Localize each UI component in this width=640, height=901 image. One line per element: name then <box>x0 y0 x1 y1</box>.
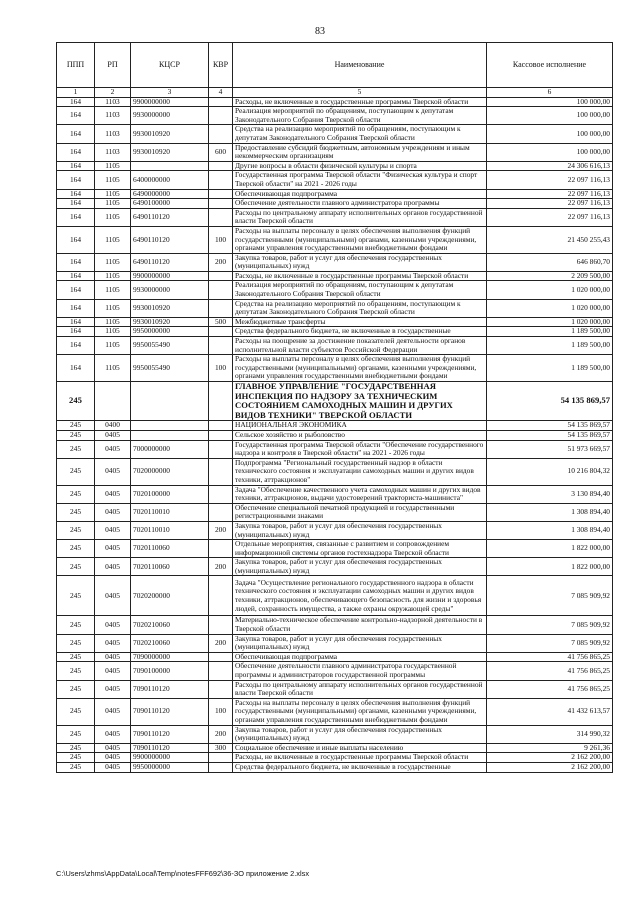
cell-rp: 0405 <box>95 662 131 680</box>
cell-kcsr: 7020110010 <box>131 521 209 539</box>
cell-ppp: 164 <box>57 199 95 209</box>
table-row <box>57 327 613 337</box>
header-name: Наименование <box>233 43 487 88</box>
cell-kvr <box>209 421 233 431</box>
table-row <box>57 698 613 725</box>
cell-sum: 3 130 894,40 <box>487 485 613 503</box>
table-row <box>57 762 613 772</box>
table-row <box>57 753 613 763</box>
table-row <box>57 208 613 226</box>
cell-ppp: 164 <box>57 171 95 189</box>
cell-ppp: 245 <box>57 430 95 440</box>
cell-kcsr: 6400000000 <box>131 171 209 189</box>
header-sum: Кассовое исполнение <box>487 43 613 88</box>
table-row <box>57 199 613 209</box>
cell-name: Расходы, не включенные в государственные программы Тверской области <box>233 97 487 107</box>
cell-sum: 100 000,00 <box>487 125 613 143</box>
cell-kvr <box>209 208 233 226</box>
cell-rp: 1105 <box>95 299 131 317</box>
cell-kcsr: 6490000000 <box>131 189 209 199</box>
cell-kcsr: 9950000000 <box>131 327 209 337</box>
cell-ppp: 245 <box>57 743 95 753</box>
cell-sum: 646 860,70 <box>487 253 613 271</box>
cell-name: Государственная программа Тверской области "Обеспечение государственного надзора и контроля в Тверской области" на 2021 - 2026 годы <box>233 440 487 458</box>
cell-kvr <box>209 440 233 458</box>
header-kvr: КВР <box>209 43 233 88</box>
cell-sum: 100 000,00 <box>487 97 613 107</box>
cell-sum: 100 000,00 <box>487 143 613 161</box>
cell-ppp: 245 <box>57 421 95 431</box>
cell-rp: 1103 <box>95 107 131 125</box>
cell-ppp: 164 <box>57 337 95 355</box>
cell-kcsr: 6490110120 <box>131 226 209 253</box>
cell-name: Материально-техническое обеспечение контрольно-надзорной деятельности в Тверской области <box>233 616 487 634</box>
cell-ppp: 164 <box>57 299 95 317</box>
cell-kvr <box>209 382 233 421</box>
cell-kvr <box>209 576 233 616</box>
cell-rp: 0405 <box>95 440 131 458</box>
cell-rp: 1103 <box>95 143 131 161</box>
cell-kvr: 300 <box>209 743 233 753</box>
cell-kcsr: 7090110120 <box>131 743 209 753</box>
cell-rp: 0405 <box>95 680 131 698</box>
cell-kvr <box>209 540 233 558</box>
colnum-5: 5 <box>233 88 487 98</box>
cell-sum: 1 189 500,00 <box>487 355 613 382</box>
cell-ppp: 245 <box>57 753 95 763</box>
cell-kcsr: 9930000000 <box>131 107 209 125</box>
cell-kcsr: 9930000000 <box>131 281 209 299</box>
cell-ppp: 245 <box>57 725 95 743</box>
page-number: 83 <box>315 26 325 37</box>
cell-kvr: 100 <box>209 355 233 382</box>
cell-sum: 100 000,00 <box>487 107 613 125</box>
cell-name: Сельское хозяйство и рыболовство <box>233 430 487 440</box>
cell-name: Задача "Обеспечение качественного учета самоходных машин и других видов техники, аттракционов, выдачи удостоверений тракториста-машиниста" <box>233 485 487 503</box>
cell-kvr <box>209 753 233 763</box>
table-row <box>57 125 613 143</box>
table-row <box>57 253 613 271</box>
cell-kcsr: 7090110120 <box>131 698 209 725</box>
table-body <box>57 97 613 772</box>
header-ppp: ППП <box>57 43 95 88</box>
cell-ppp: 245 <box>57 634 95 652</box>
cell-kvr: 100 <box>209 226 233 253</box>
cell-rp: 1105 <box>95 271 131 281</box>
cell-kvr <box>209 652 233 662</box>
cell-kcsr: 6490100000 <box>131 199 209 209</box>
cell-ppp: 245 <box>57 662 95 680</box>
cell-kcsr: 7020210060 <box>131 616 209 634</box>
cell-kvr <box>209 125 233 143</box>
cell-ppp: 164 <box>57 125 95 143</box>
column-number-row <box>57 88 613 98</box>
cell-kvr <box>209 680 233 698</box>
cell-kcsr <box>131 430 209 440</box>
colnum-6: 6 <box>487 88 613 98</box>
cell-kvr <box>209 503 233 521</box>
table-row <box>57 189 613 199</box>
cell-ppp: 164 <box>57 107 95 125</box>
table-row <box>57 161 613 171</box>
cell-kvr: 200 <box>209 725 233 743</box>
cell-sum: 1 020 000,00 <box>487 281 613 299</box>
cell-name: Подпрограмма "Региональный государственный надзор в области технического состояния и эксплуатации самоходных машин и других видов техники, аттракционов" <box>233 458 487 485</box>
cell-ppp: 164 <box>57 271 95 281</box>
header-kcsr: КЦСР <box>131 43 209 88</box>
cell-rp: 0400 <box>95 421 131 431</box>
cell-sum: 2 162 200,00 <box>487 762 613 772</box>
cell-kvr: 200 <box>209 634 233 652</box>
cell-rp: 0405 <box>95 634 131 652</box>
cell-sum: 1 189 500,00 <box>487 327 613 337</box>
cell-ppp: 245 <box>57 652 95 662</box>
cell-sum: 1 020 000,00 <box>487 299 613 317</box>
cell-rp: 0405 <box>95 652 131 662</box>
cell-ppp: 245 <box>57 382 95 421</box>
cell-ppp: 245 <box>57 540 95 558</box>
cell-rp: 0405 <box>95 698 131 725</box>
table-row <box>57 107 613 125</box>
cell-kvr <box>209 171 233 189</box>
cell-kvr <box>209 485 233 503</box>
cell-rp: 1103 <box>95 125 131 143</box>
cell-ppp: 164 <box>57 97 95 107</box>
cell-ppp: 164 <box>57 317 95 327</box>
cell-sum: 22 097 116,13 <box>487 189 613 199</box>
cell-rp: 0405 <box>95 576 131 616</box>
cell-kcsr: 7020000000 <box>131 458 209 485</box>
cell-kvr <box>209 616 233 634</box>
cell-rp: 1103 <box>95 97 131 107</box>
cell-ppp: 245 <box>57 698 95 725</box>
cell-sum: 9 261,36 <box>487 743 613 753</box>
cell-kcsr: 7020200000 <box>131 576 209 616</box>
cell-kcsr: 7020210060 <box>131 634 209 652</box>
cell-kvr <box>209 271 233 281</box>
header-row <box>57 43 613 88</box>
cell-kvr: 200 <box>209 521 233 539</box>
cell-ppp: 164 <box>57 226 95 253</box>
cell-kcsr <box>131 161 209 171</box>
cell-sum: 22 097 116,13 <box>487 208 613 226</box>
table-row <box>57 458 613 485</box>
cell-rp: 0405 <box>95 753 131 763</box>
cell-kvr <box>209 762 233 772</box>
cell-kvr <box>209 337 233 355</box>
cell-ppp: 245 <box>57 616 95 634</box>
cell-kcsr: 7090110120 <box>131 680 209 698</box>
cell-rp: 1105 <box>95 281 131 299</box>
cell-rp: 1105 <box>95 161 131 171</box>
cell-sum: 7 085 909,92 <box>487 634 613 652</box>
cell-name: Обеспечивающая подпрограмма <box>233 189 487 199</box>
cell-kvr: 100 <box>209 698 233 725</box>
cell-rp: 1105 <box>95 253 131 271</box>
cell-rp: 0405 <box>95 503 131 521</box>
table-row <box>57 652 613 662</box>
table-row <box>57 299 613 317</box>
cell-kcsr: 6490110120 <box>131 253 209 271</box>
cell-sum: 54 135 869,57 <box>487 421 613 431</box>
table-row <box>57 540 613 558</box>
cell-kvr: 500 <box>209 317 233 327</box>
cell-sum: 2 162 200,00 <box>487 753 613 763</box>
cell-kvr <box>209 281 233 299</box>
cell-kcsr: 7090100000 <box>131 662 209 680</box>
table-row <box>57 725 613 743</box>
cell-rp: 0405 <box>95 725 131 743</box>
cell-kvr: 200 <box>209 253 233 271</box>
cell-kvr <box>209 662 233 680</box>
cell-ppp: 164 <box>57 161 95 171</box>
cell-name: Расходы, не включенные в государственные программы Тверской области <box>233 271 487 281</box>
cell-name: Закупка товаров, работ и услуг для обеспечения государственных (муниципальных) нужд <box>233 634 487 652</box>
cell-name: Расходы на поощрение за достижение показателей деятельности органов исполнительной власти субъектов Российской Федерации <box>233 337 487 355</box>
cell-rp: 1105 <box>95 208 131 226</box>
table-row <box>57 430 613 440</box>
cell-sum: 314 990,32 <box>487 725 613 743</box>
cell-sum: 21 450 255,43 <box>487 226 613 253</box>
table-row <box>57 226 613 253</box>
cell-kcsr: 9950055490 <box>131 355 209 382</box>
table-row <box>57 680 613 698</box>
cell-name: Расходы по центральному аппарату исполнительных органов государственной власти Тверской области <box>233 208 487 226</box>
cell-rp: 1105 <box>95 189 131 199</box>
cell-kcsr: 7020100000 <box>131 485 209 503</box>
cell-rp: 1105 <box>95 171 131 189</box>
cell-kvr: 200 <box>209 558 233 576</box>
cell-kcsr: 7020110060 <box>131 540 209 558</box>
cell-rp: 0405 <box>95 485 131 503</box>
cell-kcsr: 9930010920 <box>131 317 209 327</box>
colnum-2: 2 <box>95 88 131 98</box>
cell-name: Другие вопросы в области физической культуры и спорта <box>233 161 487 171</box>
cell-sum: 2 209 500,00 <box>487 271 613 281</box>
cell-sum: 41 756 865,25 <box>487 652 613 662</box>
cell-name: Средства на реализацию мероприятий по обращениям, поступающим к депутатам Законодательного Собрания Тверской области <box>233 299 487 317</box>
cell-sum: 1 822 000,00 <box>487 558 613 576</box>
cell-rp: 1105 <box>95 355 131 382</box>
cell-sum: 54 135 869,57 <box>487 430 613 440</box>
colnum-4: 4 <box>209 88 233 98</box>
cell-name: Расходы на выплаты персоналу в целях обеспечения выполнения функций государственными (муниципальными) органами, казенными учреждениями, органами управления государственными внебюджетными фондами <box>233 355 487 382</box>
cell-kcsr: 7000000000 <box>131 440 209 458</box>
table-row <box>57 521 613 539</box>
cell-kcsr <box>131 421 209 431</box>
cell-kvr <box>209 430 233 440</box>
cell-name: Закупка товаров, работ и услуг для обеспечения государственных (муниципальных) нужд <box>233 725 487 743</box>
table-row <box>57 440 613 458</box>
cell-name: Задача "Осуществление регионального государственного надзора в области технического состояния и эксплуатации самоходных машин и других видов техники, аттракционов, обеспечивающего безопасность для жизни и здоровья людей, сохранность имущества, а также охраны окружающей среды" <box>233 576 487 616</box>
cell-kcsr: 7090110120 <box>131 725 209 743</box>
cell-name: Расходы на выплаты персоналу в целях обеспечения выполнения функций государственными (муниципальными) органами, казенными учреждениями, органами управления государственными внебюджетными фондами <box>233 698 487 725</box>
cell-name: Расходы на выплаты персоналу в целях обеспечения выполнения функций государственными (муниципальными) органами, казенными учреждениями, органами управления государственными внебюджетными фондами <box>233 226 487 253</box>
table-row <box>57 271 613 281</box>
cell-ppp: 164 <box>57 281 95 299</box>
cell-kvr <box>209 189 233 199</box>
table-row <box>57 143 613 161</box>
cell-ppp: 164 <box>57 208 95 226</box>
cell-kcsr: 7090000000 <box>131 652 209 662</box>
cell-name: Закупка товаров, работ и услуг для обеспечения государственных (муниципальных) нужд <box>233 558 487 576</box>
cell-sum: 7 085 909,92 <box>487 616 613 634</box>
cell-sum: 10 216 804,32 <box>487 458 613 485</box>
cell-rp: 0405 <box>95 762 131 772</box>
cell-name: Межбюджетные трансферты <box>233 317 487 327</box>
table-row <box>57 503 613 521</box>
cell-ppp: 245 <box>57 762 95 772</box>
budget-table <box>56 42 613 773</box>
cell-sum: 1 308 894,40 <box>487 521 613 539</box>
cell-rp: 1105 <box>95 327 131 337</box>
cell-name: Средства на реализацию мероприятий по обращениям, поступающим к депутатам Законодательного Собрания Тверской области <box>233 125 487 143</box>
cell-ppp: 164 <box>57 189 95 199</box>
cell-ppp: 164 <box>57 143 95 161</box>
cell-ppp: 245 <box>57 680 95 698</box>
cell-ppp: 245 <box>57 558 95 576</box>
cell-rp: 0405 <box>95 430 131 440</box>
table-row <box>57 337 613 355</box>
cell-kcsr: 9930010920 <box>131 143 209 161</box>
cell-rp: 0405 <box>95 558 131 576</box>
cell-name: Обеспечивающая подпрограмма <box>233 652 487 662</box>
table-row <box>57 558 613 576</box>
table-row <box>57 171 613 189</box>
cell-kcsr: 9930010920 <box>131 299 209 317</box>
cell-ppp: 245 <box>57 485 95 503</box>
cell-ppp: 164 <box>57 253 95 271</box>
cell-name: Средства федерального бюджета, не включенные в государственные <box>233 327 487 337</box>
colnum-3: 3 <box>131 88 209 98</box>
cell-sum: 41 756 865,25 <box>487 680 613 698</box>
cell-rp: 1105 <box>95 317 131 327</box>
colnum-1: 1 <box>57 88 95 98</box>
cell-kcsr: 9950055490 <box>131 337 209 355</box>
cell-rp: 0405 <box>95 521 131 539</box>
cell-sum: 1 822 000,00 <box>487 540 613 558</box>
cell-rp: 1105 <box>95 226 131 253</box>
cell-rp: 0405 <box>95 540 131 558</box>
table-row <box>57 421 613 431</box>
cell-name: Обеспечение деятельности главного администратора государственной программы и администраторов государственной программы <box>233 662 487 680</box>
cell-kcsr: 7020110010 <box>131 503 209 521</box>
cell-sum: 1 189 500,00 <box>487 337 613 355</box>
header-rp: РП <box>95 43 131 88</box>
cell-rp: 1105 <box>95 337 131 355</box>
cell-rp: 1105 <box>95 199 131 209</box>
cell-ppp: 245 <box>57 458 95 485</box>
cell-kcsr: 9950000000 <box>131 762 209 772</box>
file-path-footer: C:\Users\zhms\AppData\Local\Temp\notesFFF692\36-ЗО приложение 2.xlsx <box>56 869 310 878</box>
cell-kvr <box>209 327 233 337</box>
cell-sum: 24 306 616,13 <box>487 161 613 171</box>
cell-sum: 1 308 894,40 <box>487 503 613 521</box>
table-row <box>57 743 613 753</box>
cell-rp <box>95 382 131 421</box>
cell-kvr <box>209 97 233 107</box>
cell-name: Расходы по центральному аппарату исполнительных органов государственной власти Тверской области <box>233 680 487 698</box>
table-row <box>57 576 613 616</box>
cell-kvr <box>209 199 233 209</box>
table-row <box>57 662 613 680</box>
cell-name: Реализация мероприятий по обращениям, поступающим к депутатам Законодательного Собрания Тверской области <box>233 107 487 125</box>
cell-kvr: 600 <box>209 143 233 161</box>
cell-sum: 7 085 909,92 <box>487 576 613 616</box>
cell-sum: 22 097 116,13 <box>487 171 613 189</box>
cell-sum: 41 756 865,25 <box>487 662 613 680</box>
table-row <box>57 634 613 652</box>
cell-kcsr: 9900000000 <box>131 753 209 763</box>
table-row <box>57 616 613 634</box>
cell-ppp: 245 <box>57 440 95 458</box>
cell-name: Закупка товаров, работ и услуг для обеспечения государственных (муниципальных) нужд <box>233 521 487 539</box>
table-row <box>57 281 613 299</box>
cell-name: Реализация мероприятий по обращениям, поступающим к депутатам Законодательного Собрания Тверской области <box>233 281 487 299</box>
cell-rp: 0405 <box>95 743 131 753</box>
table-row <box>57 355 613 382</box>
cell-name: Государственная программа Тверской области "Физическая культура и спорт Тверской области" на 2021 - 2026 годы <box>233 171 487 189</box>
cell-kcsr: 6490110120 <box>131 208 209 226</box>
cell-rp: 0405 <box>95 616 131 634</box>
cell-sum: 1 020 000,00 <box>487 317 613 327</box>
cell-kvr <box>209 161 233 171</box>
cell-name: Расходы, не включенные в государственные программы Тверской области <box>233 753 487 763</box>
cell-sum: 41 432 613,57 <box>487 698 613 725</box>
cell-ppp: 245 <box>57 521 95 539</box>
cell-ppp: 245 <box>57 503 95 521</box>
cell-name: ГЛАВНОЕ УПРАВЛЕНИЕ "ГОСУДАРСТВЕННАЯ ИНСПЕКЦИЯ ПО НАДЗОРУ ЗА ТЕХНИЧЕСКИМ СОСТОЯНИЕМ САМОХОДНЫХ МАШИН И ДРУГИХ ВИДОВ ТЕХНИКИ" ТВЕРСКОЙ ОБЛАСТИ <box>233 382 487 421</box>
cell-kcsr: 9930010920 <box>131 125 209 143</box>
cell-name: Социальное обеспечение и иные выплаты населению <box>233 743 487 753</box>
cell-rp: 0405 <box>95 458 131 485</box>
cell-sum: 54 135 869,57 <box>487 382 613 421</box>
cell-ppp: 164 <box>57 355 95 382</box>
cell-kvr <box>209 458 233 485</box>
cell-name: Обеспечение специальной печатной продукцией и государственными регистрационными знаками <box>233 503 487 521</box>
cell-name: НАЦИОНАЛЬНАЯ ЭКОНОМИКА <box>233 421 487 431</box>
table-row <box>57 317 613 327</box>
budget-table-container <box>56 42 612 773</box>
cell-kcsr: 9900000000 <box>131 97 209 107</box>
cell-name: Обеспечение деятельности главного администратора программы <box>233 199 487 209</box>
cell-name: Отдельные мероприятия, связанные с развитием и сопровождением информационной системы органов гостехнадзора Тверской области <box>233 540 487 558</box>
cell-ppp: 164 <box>57 327 95 337</box>
cell-name: Предоставление субсидий бюджетным, автономным учреждениям и иным некоммерческим организациям <box>233 143 487 161</box>
cell-kcsr: 9900000000 <box>131 271 209 281</box>
cell-sum: 22 097 116,13 <box>487 199 613 209</box>
table-row <box>57 382 613 421</box>
cell-sum: 51 973 669,57 <box>487 440 613 458</box>
cell-kcsr: 7020110060 <box>131 558 209 576</box>
cell-ppp: 245 <box>57 576 95 616</box>
cell-name: Средства федерального бюджета, не включенные в государственные <box>233 762 487 772</box>
table-row <box>57 485 613 503</box>
cell-name: Закупка товаров, работ и услуг для обеспечения государственных (муниципальных) нужд <box>233 253 487 271</box>
cell-kvr <box>209 107 233 125</box>
table-row <box>57 97 613 107</box>
cell-kvr <box>209 299 233 317</box>
cell-kcsr <box>131 382 209 421</box>
